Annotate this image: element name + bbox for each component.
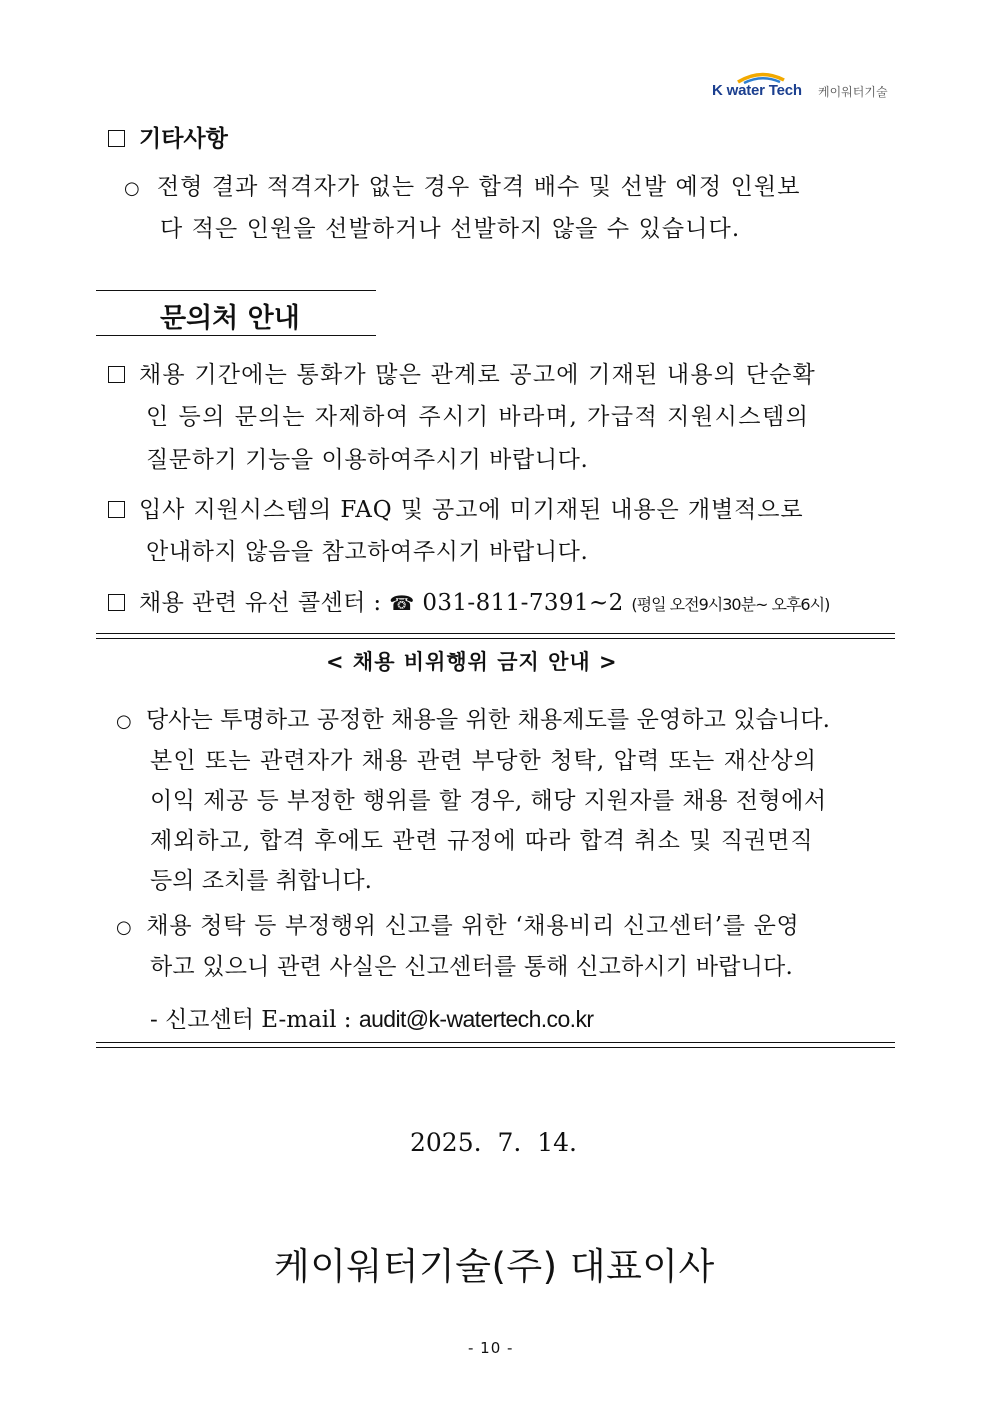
- contact-item-2-line-2: 안내하지 않음을 참고하여주시기 바랍니다.: [146, 539, 589, 565]
- integrity-para-1-line-2: 본인 또는 관련자가 채용 관련 부당한 청탁, 압력 또는 재산상의: [150, 748, 818, 774]
- contact-item-3: 채용 관련 유선 콜센터 : ☎ 031-811-7391~2 (평일 오전9시30분~ 오후6시): [108, 588, 829, 620]
- integrity-top-border: [96, 633, 895, 639]
- issue-date: 2025. 7. 14.: [410, 1128, 577, 1157]
- contact-item-2-line-1: 입사 지원시스템의 FAQ 및 공고에 미기재된 내용은 개별적으로: [108, 495, 803, 525]
- call-hours: (평일 오전9시30분~ 오후6시): [631, 595, 830, 614]
- header-company-name: 케이워터기술: [818, 85, 888, 99]
- checkbox-square-icon: [108, 594, 125, 611]
- company-logo: [712, 78, 898, 106]
- logo-text: K water Tech: [712, 82, 802, 99]
- integrity-para-2-line-1: ○ 채용 청탁 등 부정행위 신고를 위한 ‘채용비리 신고센터’를 운영: [116, 911, 799, 943]
- phone-icon: ☎: [389, 591, 415, 615]
- report-email-row: - 신고센터 E-mail : audit@k-watertech.co.kr: [150, 1006, 594, 1033]
- checkbox-square-icon: [108, 501, 125, 518]
- signature: 케이워터기술(주) 대표이사: [274, 1245, 715, 1288]
- etc-line-2: 다 적은 인원을 선발하거나 선발하지 않을 수 있습니다.: [160, 216, 741, 242]
- contact-item-1-line-1: 채용 기간에는 통화가 많은 관계로 공고에 기재된 내용의 단순확: [108, 360, 816, 390]
- checkbox-square-icon: [108, 366, 125, 383]
- bullet-circle-icon: ○: [116, 711, 132, 732]
- contact-item-1-line-3: 질문하기 기능을 이용하여주시기 바랍니다.: [146, 447, 589, 473]
- etc-section-title: 기타사항: [108, 124, 228, 154]
- bullet-circle-icon: ○: [116, 917, 133, 938]
- page-number: - 10 -: [468, 1339, 514, 1357]
- integrity-para-1-line-5: 등의 조치를 취합니다.: [150, 868, 372, 894]
- etc-line-1: ○ 전형 결과 적격자가 없는 경우 합격 배수 및 선발 예정 인원보: [124, 172, 801, 204]
- integrity-para-1-line-1: ○ 당사는 투명하고 공정한 채용을 위한 채용제도를 운영하고 있습니다.: [116, 705, 830, 737]
- integrity-para-1-line-3: 이익 제공 등 부정한 행위를 할 경우, 해당 지원자를 채용 전형에서: [150, 788, 827, 814]
- integrity-title: < 채용 비위행위 금지 안내 >: [326, 650, 618, 674]
- contact-item-1-line-2: 인 등의 문의는 자제하여 주시기 바라며, 가급적 지원시스템의: [146, 404, 810, 430]
- integrity-para-2-line-2: 하고 있으니 관련 사실은 신고센터를 통해 신고하시기 바랍니다.: [150, 954, 793, 980]
- phone-number: 031-811-7391~2: [422, 590, 624, 616]
- bullet-circle-icon: ○: [124, 178, 141, 199]
- report-email-link[interactable]: audit@k-watertech.co.kr: [358, 1006, 594, 1032]
- checkbox-square-icon: [108, 130, 125, 147]
- integrity-para-1-line-4: 제외하고, 합격 후에도 관련 규정에 따라 합격 취소 및 직권면직: [150, 828, 814, 854]
- contact-heading: 문의처 안내: [96, 290, 376, 336]
- integrity-bottom-border: [96, 1042, 895, 1048]
